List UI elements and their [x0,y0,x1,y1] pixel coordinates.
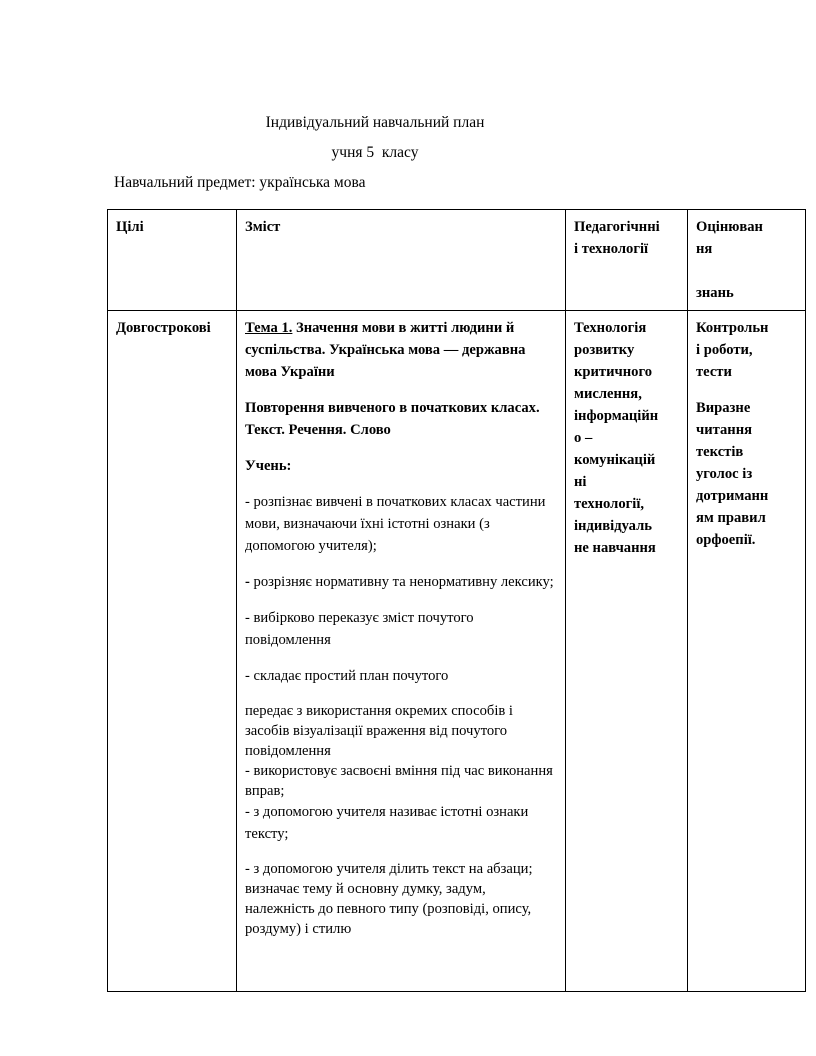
content-topic-label: Тема 1. [245,320,293,336]
technologies-line: не навчання [574,540,656,556]
cell-content [237,311,566,992]
document-heading [0,108,816,198]
content-pupil-label: Учень: [245,458,292,474]
content-item-1-dash: - [245,574,254,590]
technologies-line: індивідуаль [574,518,653,534]
table-header-row [108,210,806,311]
technologies-line: інформаційн [574,408,659,424]
header-cell-goals [108,210,237,311]
assessment-line: читання [696,422,752,438]
header-cell-technologies [566,210,688,311]
assessment-line: Виразне [696,400,751,416]
assessment-spacer [696,383,798,397]
header-label-goals: Цілі [116,219,144,235]
content-item-0: - розпізнає вивчені в початкових класах частини мови, визначаючи їхні істотні ознаки (з допомогою учителя); [245,494,546,554]
header-label-technologies-line2: і технології [574,241,649,257]
header-label-technologies-line1: Педагогічнні [574,219,660,235]
assessment-line: тести [696,364,732,380]
header-label-assessment-line2: ня [696,241,713,257]
cell-assessment [688,311,806,992]
assessment-line: і роботи, [696,342,753,358]
content-item-5: - використовує засвоєні вміння під час виконання вправ; [245,763,553,799]
content-item-1 [245,571,558,593]
content-item-2: - вибірково переказує зміст почутого повідомлення [245,610,474,648]
content-item-4: передає з використання окремих способів і засобів візуалізації враження від почутого повідомлення [245,703,513,759]
document-title: Індивідуальний навчальний план [265,114,485,131]
learning-plan-table [107,209,806,992]
content-topic-heading [245,317,558,383]
assessment-line: ям правил [696,510,766,526]
cell-goals [108,311,237,992]
header-label-content: Зміст [245,219,281,235]
technologies-line: комунікацій [574,452,656,468]
technologies-line: ні [574,474,587,490]
header-label-assessment-line1: Оцінюван [696,219,763,235]
assessment-line: Контрольн [696,320,769,336]
content-subtopic: Повторення вивченого в початкових класах. Текст. Речення. Слово [245,400,540,438]
content-item-1-text: розрізняє нормативну та ненормативну лексику; [253,574,554,590]
header-cell-content [237,210,566,311]
technologies-line: о – [574,430,593,446]
table-row [108,311,806,992]
assessment-line: орфоепії. [696,532,756,548]
goals-value: Довгострокові [116,320,211,336]
technologies-line: критичного [574,364,653,380]
header-assessment-spacer [696,260,798,282]
technologies-line: мислення, [574,386,642,402]
assessment-line: дотриманн [696,488,769,504]
header-cell-assessment [688,210,806,311]
technologies-line: розвитку [574,342,635,358]
content-item-3: - складає простий план почутого [245,668,449,684]
content-topic-title: Значення мови в житті людини й суспільства. Українська мова — державна мова України [245,320,526,380]
content-item-7: - з допомогою учителя ділить текст на абзаци; визначає тему й основну думку, задум, належність до певного типу (розповіді, опису, роздуму) і стилю [245,861,533,937]
content-item-6: - з допомогою учителя називає істотні ознаки тексту; [245,804,529,842]
header-label-assessment-line3: знань [696,285,734,301]
cell-technologies [566,311,688,992]
assessment-line: текстів [696,444,744,460]
document-subject-line: Навчальний предмет: українська мова [114,174,366,191]
technologies-line: технології, [574,496,645,512]
assessment-line: уголос із [696,466,753,482]
technologies-line: Технологія [574,320,647,336]
document-subtitle-class: учня 5 класу [331,144,419,161]
